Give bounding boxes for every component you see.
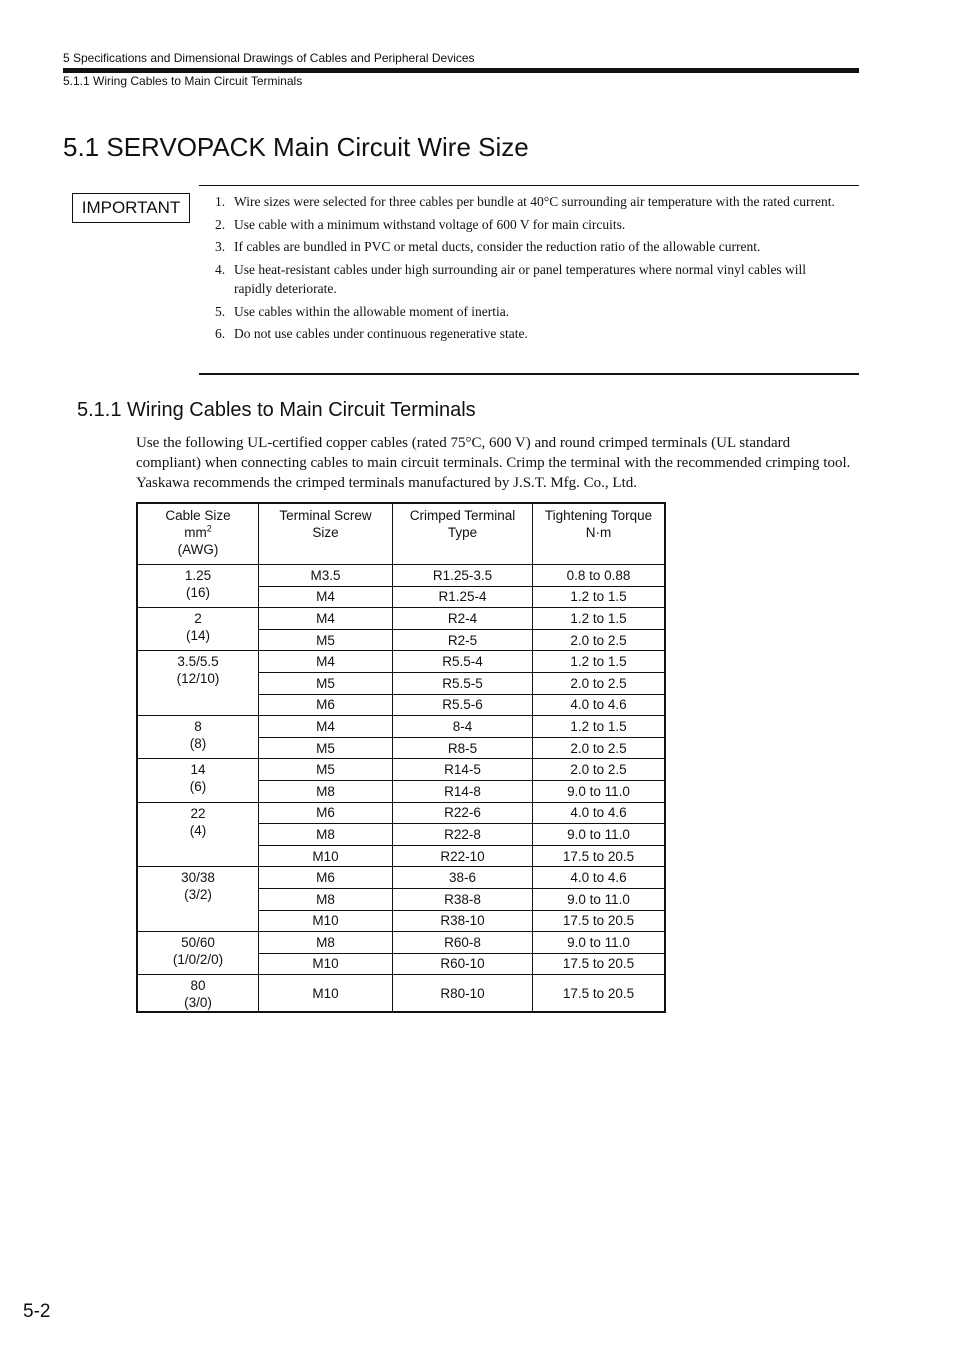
screw-size-cell: M10: [259, 845, 393, 867]
crimp-type-cell: R8-5: [393, 737, 533, 759]
crimp-type-cell: R2-4: [393, 608, 533, 630]
running-header-chapter: 5 Specifications and Dimensional Drawings of Cables and Peripheral Devices: [63, 51, 475, 65]
torque-cell: 1.2 to 1.5: [533, 716, 666, 738]
torque-cell: 9.0 to 11.0: [533, 932, 666, 954]
cable-size-value: 80: [190, 978, 206, 994]
torque-cell: 1.2 to 1.5: [533, 608, 666, 630]
torque-cell: 4.0 to 4.6: [533, 867, 666, 889]
torque-cell: 17.5 to 20.5: [533, 953, 666, 975]
subsection-title: 5.1.1 Wiring Cables to Main Circuit Terminals: [77, 399, 476, 421]
header-cable-size: Cable Size $mm^2$ (AWG): [137, 503, 259, 565]
header-crimp-type: Crimped Terminal Type: [393, 503, 533, 565]
cable-size-cell: [137, 651, 259, 716]
crimp-type-cell: R60-10: [393, 953, 533, 975]
cable-awg-value: (6): [189, 779, 207, 795]
wire-size-table: [136, 502, 666, 1013]
important-label: IMPORTANT: [72, 193, 190, 223]
important-item: 1. Wire sizes were selected for three cables per bundle at 40°C surrounding air temperature with the rated current.: [215, 194, 835, 209]
screw-size-cell: M4: [259, 651, 393, 673]
cable-size-value: 14: [190, 762, 206, 778]
page-title: 5.1 SERVOPACK Main Circuit Wire Size: [63, 132, 529, 162]
crimp-type-cell: R38-8: [393, 888, 533, 910]
screw-size-cell: M8: [259, 780, 393, 802]
torque-cell: 4.0 to 4.6: [533, 694, 666, 716]
header-rule: [63, 68, 859, 73]
torque-cell: 2.0 to 2.5: [533, 672, 666, 694]
screw-size-cell: M10: [259, 953, 393, 975]
cable-size-value: 8: [194, 719, 202, 735]
crimp-type-cell: R22-8: [393, 824, 533, 846]
important-item: 4. Use heat-resistant cables under high surrounding air or panel temperatures where normal vinyl cables will rapidly deteriorate.: [215, 261, 807, 296]
cable-size-cell: [137, 716, 259, 759]
screw-size-cell: M8: [259, 824, 393, 846]
cable-size-value: 22: [190, 805, 206, 821]
torque-cell: 17.5 to 20.5: [533, 910, 666, 932]
cable-size-cell: [137, 565, 259, 608]
table-row: [137, 932, 665, 954]
crimp-type-cell: 8-4: [393, 716, 533, 738]
important-item-text: Use cable with a minimum withstand voltage of 600 V for main circuits.: [234, 216, 626, 232]
screw-size-cell: M5: [259, 629, 393, 651]
important-rule-bottom: [199, 373, 859, 375]
cable-size-cell: [137, 802, 259, 867]
important-item: 5. Use cables within the allowable moment of inertia.: [215, 303, 510, 319]
cable-size-value: 3.5/5.5: [177, 654, 219, 670]
crimp-type-cell: R22-10: [393, 845, 533, 867]
screw-size-cell: M6: [259, 694, 393, 716]
cable-size-cell: [137, 608, 259, 651]
important-list: [215, 192, 835, 347]
important-item-text: Wire sizes were selected for three cables per bundle at 40°C surrounding air temperature with the rated current.: [234, 194, 835, 209]
cable-awg-value: (3/0): [184, 995, 212, 1011]
torque-cell: 17.5 to 20.5: [533, 845, 666, 867]
table-row: [137, 802, 665, 824]
cable-awg-value: (16): [185, 585, 210, 600]
cable-size-cell: [137, 932, 259, 975]
subsection-paragraph: Use the following UL-certified copper cables (rated 75°C, 600 V) and round crimped terminals (UL standard compliant) when connecting cables to main circuit terminals. Crimp the terminal with the recommended crimping tool. Yaskawa recommends the crimped terminals manufactured by J.S.T. Mfg. Co., Ltd.: [136, 435, 851, 491]
screw-size-cell: M6: [259, 802, 393, 824]
table-row: [137, 716, 665, 738]
crimp-type-cell: R1.25-4: [393, 586, 533, 608]
cable-awg-value: (12/10): [176, 671, 220, 687]
table-row: [137, 975, 665, 1013]
torque-cell: 2.0 to 2.5: [533, 759, 666, 781]
screw-size-cell: M4: [259, 608, 393, 630]
cable-size-value: 30/38: [181, 870, 215, 886]
torque-cell: 1.2 to 1.5: [533, 651, 666, 673]
cable-size-value: 1.25: [184, 568, 212, 583]
important-item-text: Use heat-resistant cables under high surrounding air or panel temperatures where normal vinyl cables will rapidly deteriorate.: [234, 261, 807, 296]
header-torque: Tightening Torque N·m: [533, 503, 666, 565]
crimp-type-cell: R14-5: [393, 759, 533, 781]
torque-cell: 4.0 to 4.6: [533, 802, 666, 824]
cable-awg-value: (8): [189, 736, 207, 752]
crimp-type-cell: 38-6: [393, 867, 533, 889]
torque-cell: 2.0 to 2.5: [533, 629, 666, 651]
table-row: [137, 867, 665, 889]
crimp-type-cell: R22-6: [393, 802, 533, 824]
screw-size-cell: M10: [259, 975, 393, 1013]
torque-cell: 0.8 to 0.88: [533, 565, 666, 587]
table-header-row: [137, 503, 665, 565]
cable-size-cell: [137, 975, 259, 1013]
crimp-type-cell: R5.5-4: [393, 651, 533, 673]
screw-size-cell: M8: [259, 888, 393, 910]
crimp-type-cell: R38-10: [393, 910, 533, 932]
table-row: [137, 759, 665, 781]
crimp-type-cell: R5.5-5: [393, 672, 533, 694]
cable-awg-value: (4): [189, 822, 207, 838]
cable-size-value: 50/60: [181, 935, 215, 951]
cable-awg-value: (1/0/2/0): [172, 952, 224, 968]
torque-cell: 2.0 to 2.5: [533, 737, 666, 759]
running-header-section: 5.1.1 Wiring Cables to Main Circuit Terminals: [63, 74, 303, 88]
torque-cell: 9.0 to 11.0: [533, 824, 666, 846]
important-item-text: If cables are bundled in PVC or metal ducts, consider the reduction ratio of the allowable current.: [234, 239, 761, 254]
crimp-type-cell: R1.25-3.5: [393, 565, 533, 587]
important-item-text: Do not use cables under continuous regenerative state.: [234, 326, 528, 341]
torque-cell: 1.2 to 1.5: [533, 586, 666, 608]
screw-size-cell: M4: [259, 716, 393, 738]
page-number: 5-2: [23, 1301, 51, 1322]
table-row: [137, 565, 665, 587]
screw-size-cell: M6: [259, 867, 393, 889]
torque-cell: 9.0 to 11.0: [533, 888, 666, 910]
screw-size-cell: M5: [259, 737, 393, 759]
crimp-type-cell: R14-8: [393, 780, 533, 802]
screw-size-cell: M5: [259, 759, 393, 781]
crimp-type-cell: R5.5-6: [393, 694, 533, 716]
crimp-type-cell: R80-10: [393, 975, 533, 1013]
important-item: 2. Use cable with a minimum withstand voltage of 600 V for main circuits.: [215, 216, 626, 232]
cable-size-cell: [137, 759, 259, 802]
cable-size-value: 2: [194, 611, 202, 627]
torque-cell: 17.5 to 20.5: [533, 975, 666, 1013]
header-screw-size: Terminal Screw Size: [259, 503, 393, 565]
important-item: 6. Do not use cables under continuous regenerative state.: [215, 326, 528, 341]
crimp-type-cell: R60-8: [393, 932, 533, 954]
cable-size-cell: [137, 867, 259, 932]
important-rule-top: [199, 185, 859, 186]
crimp-type-cell: R2-5: [393, 629, 533, 651]
screw-size-cell: M8: [259, 932, 393, 954]
cable-awg-value: (14): [185, 628, 210, 644]
cable-awg-value: (3/2): [184, 887, 212, 903]
important-item-text: Use cables within the allowable moment of inertia.: [234, 303, 510, 319]
screw-size-cell: M10: [259, 910, 393, 932]
screw-size-cell: M4: [259, 586, 393, 608]
table-row: [137, 608, 665, 630]
important-item: 3. If cables are bundled in PVC or metal ducts, consider the reduction ratio of the allowable current.: [215, 239, 761, 254]
torque-cell: 9.0 to 11.0: [533, 780, 666, 802]
screw-size-cell: M3.5: [259, 565, 393, 587]
table-row: [137, 651, 665, 673]
screw-size-cell: M5: [259, 672, 393, 694]
